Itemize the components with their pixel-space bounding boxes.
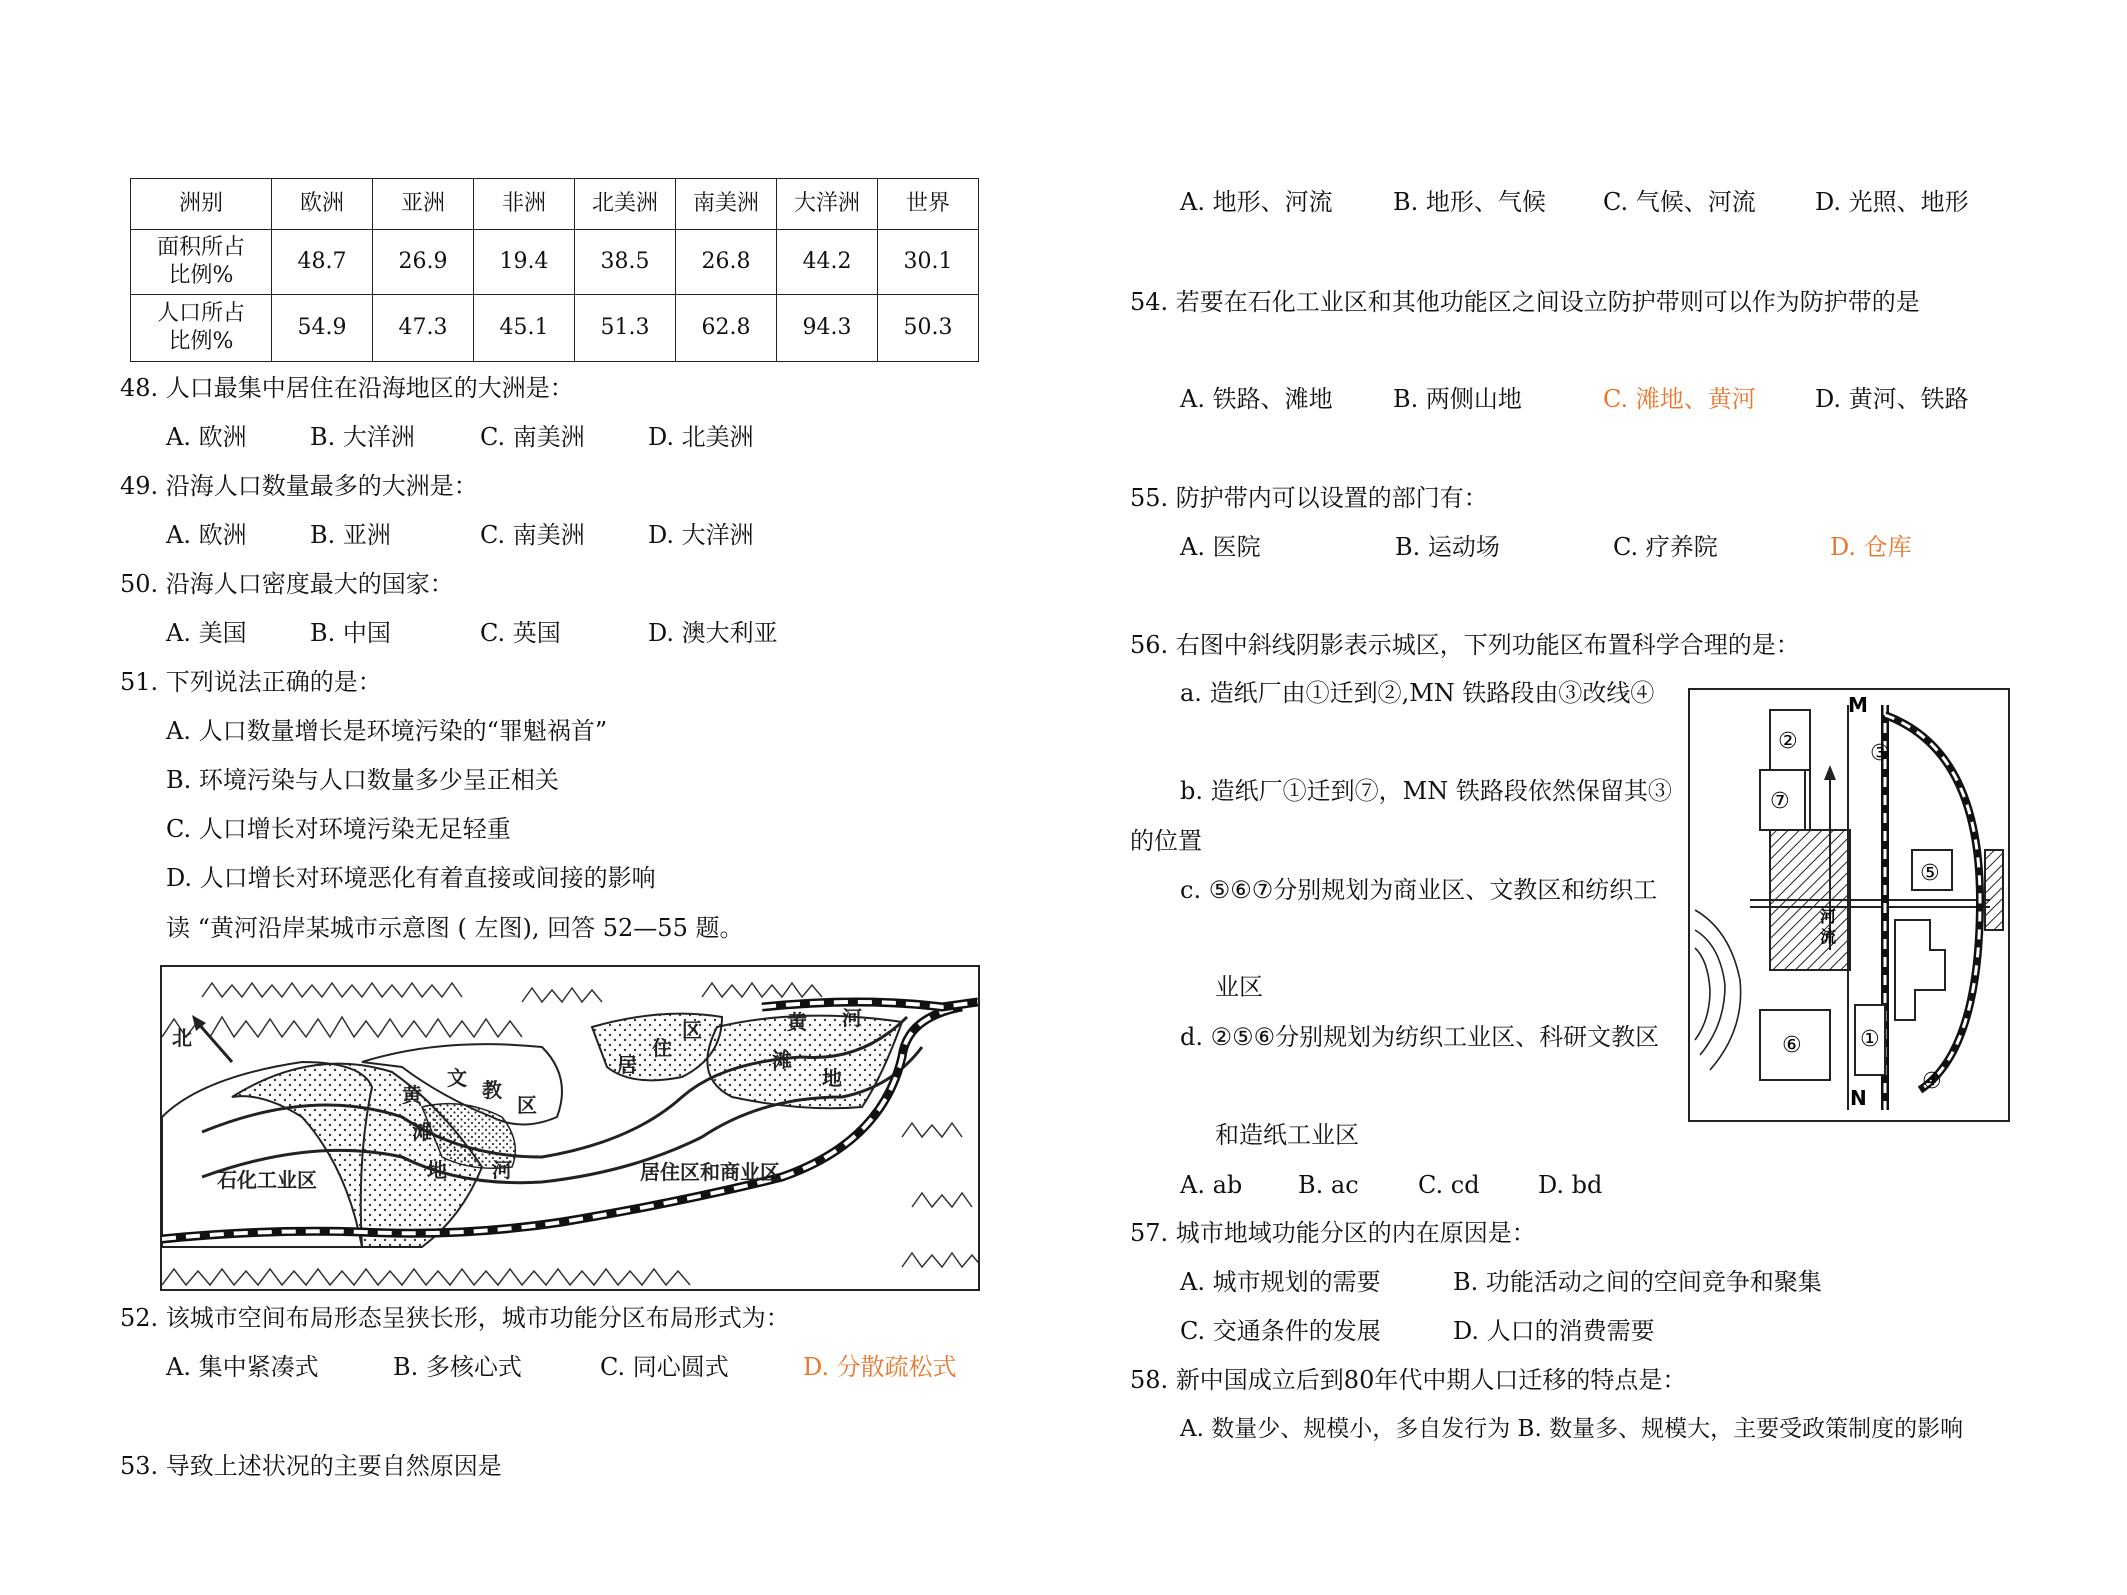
q49-option-a[interactable]: A. 欧洲 xyxy=(166,521,247,549)
east-hatched-strip xyxy=(1985,850,2003,930)
q53-option-b[interactable]: B. 地形、气候 xyxy=(1393,188,1546,216)
functional-zone-map-svg xyxy=(1690,690,2008,1120)
q51-option-a[interactable]: A. 人口数量增长是环境污染的“罪魁祸首” xyxy=(166,717,608,745)
table-header-cell: 北美洲 xyxy=(575,179,676,230)
row-label-line: 比例% xyxy=(168,263,234,288)
map2-label-N: N xyxy=(1850,1086,1867,1110)
q54-stem: 54. 若要在石化工业区和其他功能区之间设立防护带则可以作为防护带的是 xyxy=(1130,288,1920,316)
table-row xyxy=(131,295,979,362)
table-cell: 45.1 xyxy=(474,295,575,362)
q56-stem: 56. 右图中斜线阴影表示城区，下列功能区布置科学合理的是： xyxy=(1130,631,1800,659)
yellow-river-city-map xyxy=(160,965,980,1291)
q48-option-a[interactable]: A. 欧洲 xyxy=(166,423,247,451)
q50-option-a[interactable]: A. 美国 xyxy=(166,619,247,647)
q56-statement-b: b. 造纸厂①迁到⑦，MN 铁路段依然保留其③ xyxy=(1180,777,1672,805)
q57-option-b[interactable]: B. 功能活动之间的空间竞争和聚集 xyxy=(1453,1268,1822,1296)
q56-statement-d-cont: 和造纸工业区 xyxy=(1215,1121,1359,1149)
q51-stem: 51. 下列说法正确的是： xyxy=(120,668,382,696)
q55-option-b[interactable]: B. 运动场 xyxy=(1395,533,1500,561)
yellow-river-map-svg xyxy=(162,967,978,1289)
table-header-cell: 欧洲 xyxy=(272,179,373,230)
table-cell: 38.5 xyxy=(575,230,676,295)
q50-stem: 50. 沿海人口密度最大的国家： xyxy=(120,570,454,598)
map-label-he1: 河 xyxy=(492,1158,512,1182)
map-label-culture1: 文 xyxy=(447,1066,467,1090)
table-header-row xyxy=(131,179,979,230)
q48-option-c[interactable]: C. 南美洲 xyxy=(480,423,585,451)
q49-option-b[interactable]: B. 亚洲 xyxy=(310,521,391,549)
map-label-residential-commercial: 居住区和商业区 xyxy=(640,1160,780,1184)
map2-label-1: ① xyxy=(1860,1027,1880,1052)
map-label-north: 北 xyxy=(172,1026,192,1050)
table-header-cell: 非洲 xyxy=(474,179,575,230)
q50-option-c[interactable]: C. 英国 xyxy=(480,619,561,647)
q56-option-b[interactable]: B. ac xyxy=(1298,1171,1359,1199)
q52-option-c[interactable]: C. 同心圆式 xyxy=(600,1353,729,1381)
q55-stem: 55. 防护带内可以设置的部门有： xyxy=(1130,484,1488,512)
q48-option-d[interactable]: D. 北美洲 xyxy=(648,423,754,451)
q56-option-a[interactable]: A. ab xyxy=(1180,1171,1243,1199)
table-header-cell: 世界 xyxy=(878,179,979,230)
map2-label-6: ⑥ xyxy=(1782,1033,1802,1058)
row-label-line: 比例% xyxy=(168,329,234,354)
q56-option-c[interactable]: C. cd xyxy=(1418,1171,1480,1199)
map-label-culture3: 区 xyxy=(517,1093,537,1117)
q54-option-c-answer[interactable]: C. 滩地、黄河 xyxy=(1603,385,1756,413)
table-row xyxy=(131,230,979,295)
map-label-tan1: 滩 xyxy=(412,1120,432,1144)
table-cell: 48.7 xyxy=(272,230,373,295)
q51-option-d[interactable]: D. 人口增长对环境恶化有着直接或间接的影响 xyxy=(166,864,656,892)
table-cell: 94.3 xyxy=(777,295,878,362)
table-cell: 50.3 xyxy=(878,295,979,362)
urban-outline-block xyxy=(1895,920,1945,1020)
q54-option-d[interactable]: D. 黄河、铁路 xyxy=(1815,385,1969,413)
q56-statement-d: d. ②⑤⑥分别规划为纺织工业区、科研文教区 xyxy=(1180,1023,1660,1051)
map-label-zhu1: 住 xyxy=(652,1036,672,1060)
q49-stem: 49. 沿海人口数量最多的大洲是： xyxy=(120,472,478,500)
map2-label-7: ⑦ xyxy=(1770,789,1790,814)
map-label-ju1: 居 xyxy=(617,1053,637,1077)
table-cell: 47.3 xyxy=(373,295,474,362)
table-cell: 51.3 xyxy=(575,295,676,362)
river-flow-arrow-icon xyxy=(1824,765,1836,780)
map-label-huang1: 黄 xyxy=(402,1083,422,1107)
map2-label-river2: 流 xyxy=(1820,927,1837,946)
map2-label-3: ③ xyxy=(1870,741,1890,766)
map-label-di2: 地 xyxy=(822,1066,842,1090)
map2-label-4: ④ xyxy=(1922,1069,1942,1094)
q54-option-a[interactable]: A. 铁路、滩地 xyxy=(1180,385,1333,413)
q50-option-b[interactable]: B. 中国 xyxy=(310,619,391,647)
q52-option-d-answer[interactable]: D. 分散疏松式 xyxy=(803,1353,957,1381)
map-label-culture2: 教 xyxy=(482,1078,502,1102)
q57-option-d[interactable]: D. 人口的消费需要 xyxy=(1453,1317,1655,1345)
map2-label-2: ② xyxy=(1778,729,1798,754)
reading-intro: 读 “黄河沿岸某城市示意图 ( 左图), 回答 52—55 题。 xyxy=(166,914,744,942)
q53-option-a[interactable]: A. 地形、河流 xyxy=(1180,188,1333,216)
q51-option-c[interactable]: C. 人口增长对环境污染无足轻重 xyxy=(166,815,511,843)
table-header-cell: 亚洲 xyxy=(373,179,474,230)
q53-option-c[interactable]: C. 气候、河流 xyxy=(1603,188,1756,216)
q51-option-b[interactable]: B. 环境污染与人口数量多少呈正相关 xyxy=(166,766,559,794)
map-label-di1: 地 xyxy=(427,1158,447,1182)
q55-option-c[interactable]: C. 疗养院 xyxy=(1613,533,1718,561)
map2-label-5: ⑤ xyxy=(1920,861,1940,886)
q58-options-line[interactable]: A. 数量少、规模小，多自发行为 B. 数量多、规模大，主要受政策制度的影响 xyxy=(1180,1416,1964,1442)
q52-option-a[interactable]: A. 集中紧凑式 xyxy=(166,1353,319,1381)
q57-option-c[interactable]: C. 交通条件的发展 xyxy=(1180,1317,1381,1345)
q57-option-a[interactable]: A. 城市规划的需要 xyxy=(1180,1268,1381,1296)
q48-option-b[interactable]: B. 大洋洲 xyxy=(310,423,415,451)
q55-option-a[interactable]: A. 医院 xyxy=(1180,533,1261,561)
table-cell: 26.8 xyxy=(676,230,777,295)
table-cell: 54.9 xyxy=(272,295,373,362)
q52-option-b[interactable]: B. 多核心式 xyxy=(393,1353,522,1381)
q56-statement-c-cont: 业区 xyxy=(1215,973,1263,1001)
north-arrow-icon xyxy=(192,1015,232,1062)
row-label-area xyxy=(131,230,272,295)
map-label-qu1: 区 xyxy=(682,1018,702,1042)
railway-4-dashes xyxy=(1885,715,1980,1090)
map2-label-M: M xyxy=(1848,693,1868,717)
map-label-petro: 石化工业区 xyxy=(217,1168,317,1192)
table-cell: 30.1 xyxy=(878,230,979,295)
table-header-cell: 洲别 xyxy=(131,179,272,230)
q50-option-d[interactable]: D. 澳大利亚 xyxy=(648,619,778,647)
continent-statistics-table xyxy=(130,178,979,362)
q57-stem: 57. 城市地域功能分区的内在原因是： xyxy=(1130,1219,1536,1247)
q53-option-d[interactable]: D. 光照、地形 xyxy=(1815,188,1969,216)
q48-stem: 48. 人口最集中居住在沿海地区的大洲是： xyxy=(120,374,574,402)
q56-option-d[interactable]: D. bd xyxy=(1538,1171,1603,1199)
table-cell: 26.9 xyxy=(373,230,474,295)
contour-hills xyxy=(1695,910,1741,1070)
map2-label-river1: 河 xyxy=(1820,907,1837,926)
map-label-he2: 河 xyxy=(842,1006,862,1030)
map-label-huang2: 黄 xyxy=(787,1010,807,1034)
table-header-cell: 大洋洲 xyxy=(777,179,878,230)
q53-stem: 53. 导致上述状况的主要自然原因是 xyxy=(120,1452,502,1480)
q49-option-c[interactable]: C. 南美洲 xyxy=(480,521,585,549)
row-label-line: 人口所占 xyxy=(156,301,245,326)
row-label-line: 面积所占 xyxy=(156,235,245,260)
functional-zone-map xyxy=(1688,688,2010,1122)
table-cell: 44.2 xyxy=(777,230,878,295)
q56-statement-b-cont: 的位置 xyxy=(1130,827,1202,855)
table-cell: 62.8 xyxy=(676,295,777,362)
q56-statement-a: a. 造纸厂由①迁到②,MN 铁路段由③改线④ xyxy=(1180,679,1655,707)
railway-4-curve xyxy=(1885,715,1980,1090)
map-label-tan2: 滩 xyxy=(772,1048,792,1072)
table-header-cell: 南美洲 xyxy=(676,179,777,230)
table-cell: 19.4 xyxy=(474,230,575,295)
q58-stem: 58. 新中国成立后到80年代中期人口迁移的特点是： xyxy=(1130,1366,1687,1394)
q54-option-b[interactable]: B. 两侧山地 xyxy=(1393,385,1522,413)
q49-option-d[interactable]: D. 大洋洲 xyxy=(648,521,754,549)
q55-option-d-answer[interactable]: D. 仓库 xyxy=(1830,533,1912,561)
q56-statement-c: c. ⑤⑥⑦分别规划为商业区、文教区和纺织工 xyxy=(1180,876,1658,904)
row-label-population xyxy=(131,295,272,362)
q52-stem: 52. 该城市空间布局形态呈狭长形，城市功能分区布局形式为： xyxy=(120,1304,790,1332)
